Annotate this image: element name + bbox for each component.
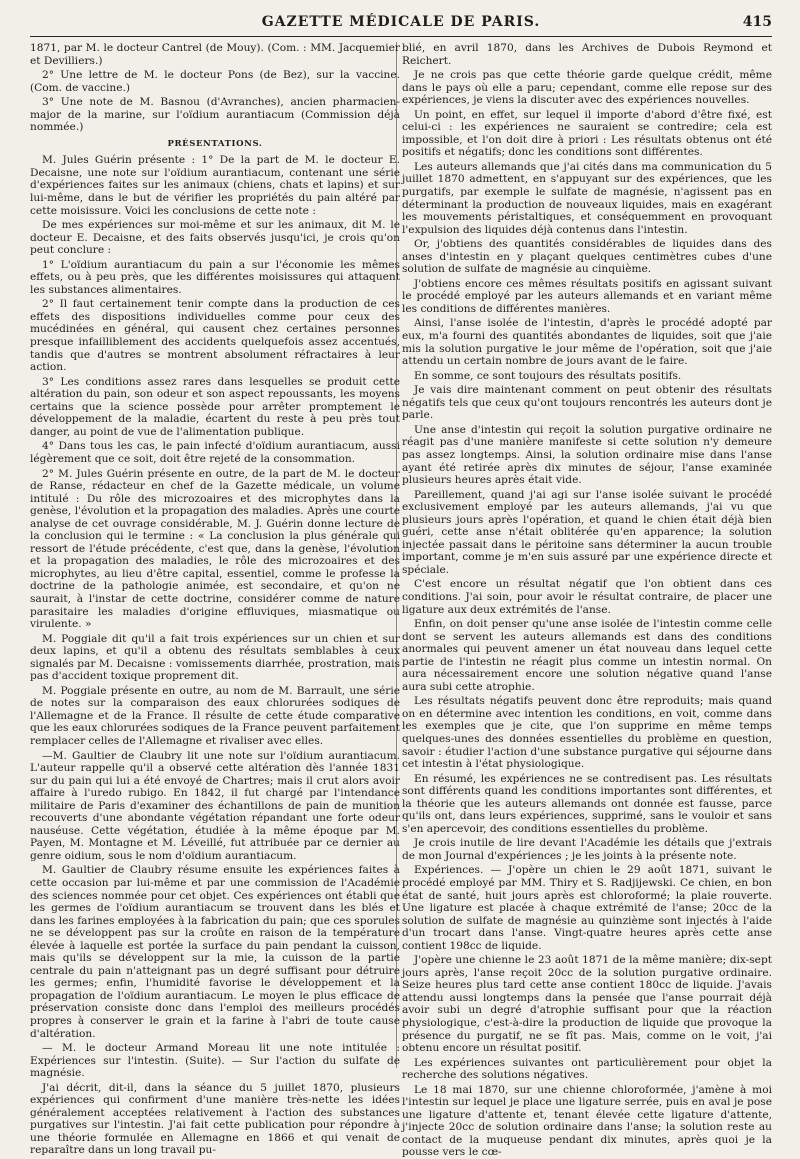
- paragraph: En somme, ce sont toujours des résultats positifs.: [414, 369, 682, 382]
- paragraph: Ainsi, l'anse isolée de l'intestin, d'après le procédé adopté par eux, m'a fourni des quantités abondantes de liquides, soit que j'aie mis la solution purgative le jour même de l'opération, soit que j'aie attendu un certain nombre de jours avant de le faire.: [402, 317, 772, 368]
- paragraph: Expériences. — J'opère un chien le 29 août 1871, suivant le procédé employé par MM. Thiry et S. Radjijewski. Ce chien, en bon état de santé, huit jours après est chloroformé; la plaie rouverte. Une ligature est placée à chaque extrémité de l'anse; 20cc de la solution de sulfate de magnésie au quinzième sont injectés à l'aide d'un trocart dans l'anse. Vingt-quatre heures après cette anse contient 198cc de liquide.: [402, 864, 772, 952]
- paragraph: M. Jules Guérin présente : 1° De la part de M. le docteur E. Decaisne, une note sur l'oïdium aurantiacum, contenant une série d'expériences faites sur les animaux (chiens, chats et lapins) et sur lui-même, dans le but de vérifier les propriétés du pain altéré par cette moisissure. Voici les conclusions de cette note :: [30, 154, 400, 217]
- paragraph: En résumé, les expériences ne se contredisent pas. Les résultats sont différents quand les conditions importantes sont différentes, et la théorie que les auteurs allemands ont donnée est fausse, parce qu'ils ont, dans leurs expériences, supprimé, sans le vouloir et sans s'en apercevoir, des conditions essentielles du problème.: [402, 772, 772, 835]
- paragraph: Je vais dire maintenant comment on peut obtenir des résultats négatifs tels que ceux qu'ont toujours rencontrés les auteurs dont je parle.: [402, 384, 772, 422]
- right-column: [402, 42, 772, 1159]
- paragraph: Le 18 mai 1870, sur une chienne chloroformée, j'amène à moi l'intestin sur lequel je place une ligature serrée, puis en aval je pose une ligature d'attente et, tenant élevée cette ligature d'attente, j'injecte 20cc de solution ordinaire dans l'anse; la solution reste au contact de la muqueuse pendant dix minutes, après quoi je la pousse vers le cœ-: [402, 1083, 772, 1159]
- paragraph: blié, en avril 1870, dans les Archives de Dubois Reymond et Reichert.: [402, 42, 772, 67]
- paragraph: Pareillement, quand j'ai agi sur l'anse isolée suivant le procédé exclusivement employé par les auteurs allemands, j'ai vu que plusieurs jours après l'opération, et quand le chien était déjà bien guéri, cette anse n'était oblitérée qu'en apparence; la solution injectée passait dans le péritoine sans déterminer la aucun trouble important, comme je m'en suis assuré par une expérience directe et spéciale.: [402, 488, 772, 576]
- paragraph: 2° M. Jules Guérin présente en outre, de la part de M. le docteur de Ranse, rédacteur en chef de la Gazette médicale, un volume intitulé : Du rôle des microzoaires et des microphytes dans la genèse, l'évolution et la propagation des maladies. Après une courte analyse de cet ouvrage considérable, M. J. Guérin donne lecture de la conclusion qui le termine : « La conclusion la plus générale qui ressort de l'étude précédente, c'est que, dans la genèse, l'évolution et la propagation des maladies, le rôle des microzoaires et des microphytes, au lieu d'être capital, essentiel, comme le professe la doctrine de la pathologie animée, est secondaire, et qu'on ne saurait, à l'instar de cette doctrine, considérer comme de nature parasitaire les maladies d'origine effluviques, miasmatique ou virulente. »: [30, 467, 400, 631]
- paragraph: 1871, par M. le docteur Cantrel (de Mouy). (Com. : MM. Jacquemier et Devilliers.): [30, 42, 400, 67]
- paragraph: Enfin, on doit penser qu'une anse isolée de l'intestin comme celle dont se servent les auteurs allemands est dans des conditions anormales qui peuvent amener un état nouveau dans lequel cette partie de l'intestin ne réagit plus comme un intestin normal. On aura nécessairement encore une solution négative quand l'anse aura subi cette atrophie.: [402, 618, 772, 693]
- paragraph: 1° L'oïdium aurantiacum du pain a sur l'économie les mêmes effets, ou à peu près, que les différentes moisissures qui attaquent les substances alimentaires.: [30, 258, 400, 296]
- paragraph: 3° Les conditions assez rares dans lesquelles se produit cette altération du pain, son odeur et son aspect repoussants, les moyens certains que la science possède pour arrêter promptement le développement de la maladie, écartent du reste à peu près tout danger, au point de vue de l'alimentation publique.: [30, 375, 400, 438]
- paragraph: Les expériences suivantes ont particulièrement pour objet la recherche des solutions négatives.: [402, 1056, 772, 1082]
- paragraph: Les auteurs allemands que j'ai cités dans ma communication du 5 juillet 1870 admettent, en s'appuyant sur des expériences, que les purgatifs, par exemple le sulfate de magnésie, n'agissent pas en déterminant la production de nouveaux liquides, mais en exagérant les mouvements péristaltiques, et conséquemment en provoquant l'expulsion des liquides déjà contenus dans l'intestin.: [402, 160, 772, 236]
- paragraph: 3° Une note de M. Basnou (d'Avranches), ancien pharmacien-major de la marine, sur l'oïdium aurantiacum (Commission déjà nommée.): [30, 96, 400, 134]
- paragraph: J'obtiens encore ces mêmes résultats positifs en agissant suivant le procédé employé par les auteurs allemands et en variant même les conditions de différentes manières.: [402, 277, 772, 315]
- paragraph: 2° Une lettre de M. le docteur Pons (de Bez), sur la vaccine. (Com. de vaccine.): [30, 69, 400, 94]
- paragraph: Un point, en effet, sur lequel il importe d'abord d'être fixé, est celui-ci : les expériences ne sauraient se contredire; cela est impossible, et l'on doit dire à priori : Les résultats obtenus ont été positifs et négatifs; donc les conditions sont différentes.: [402, 108, 772, 159]
- running-header: [30, 14, 772, 37]
- page-number: 415: [742, 14, 772, 30]
- section-heading: PRÉSENTATIONS.: [167, 138, 263, 149]
- paragraph: M. Gaultier de Claubry résume ensuite les expériences faites à cette occasion par lui-même et par une commission de l'Académie des sciences nommée pour cet objet. Ces expériences ont établi que les germes de l'oïdium aurantiacum se trouvent dans les blés et dans les farines employées à la fabrication du pain; que ces sporules ne se développent pas sur la croûte en raison de la température élevée à laquelle est portée la surface du pain pendant la cuisson, mais qu'ils se développent sur la mie, la cuisson de la partie centrale du pain n'atteignant pas un degré suffisant pour détruire les germes; enfin, l'humidité favorise le développement et la propagation de l'oïdium aurantiacum. Le moyen le plus efficace de préservation consiste donc dans l'emploi des meilleurs procédés propres à conserver le grain et la farine à l'abri de toute cause d'altération.: [30, 864, 400, 1040]
- paragraph: M. Poggiale présente en outre, au nom de M. Barrault, une série de notes sur la comparaison des eaux chlorurées sodiques de l'Allemagne et de la France. Il résulte de cette étude comparative que les eaux chlorurées sodiques de la France peuvent parfaitement remplacer celles de l'Allemagne et rivaliser avec elles.: [30, 684, 400, 747]
- paragraph: J'ai décrit, dit-il, dans la séance du 5 juillet 1870, plusieurs expériences qui confirment d'une manière très-nette les idées généralement acceptées relativement à l'action des substances purgatives sur l'intestin. J'ai fait cette publication pour répondre à une théorie formulée en Allemagne en 1866 et qui venait de reparaître dans un long travail pu-: [30, 1081, 400, 1157]
- paragraph: 2° Il faut certainement tenir compte dans la production de ces effets des dispositions individuelles comme pour ceux des mucédinées en général, qui causent chez certaines personnes presque infailliblement des accidents quelquefois assez accentués, tandis que d'autres se montrent absolument réfractaires à leur action.: [30, 298, 400, 374]
- paragraph: Je ne crois pas que cette théorie garde quelque crédit, même dans le pays où elle a paru; cependant, comme elle repose sur des expériences, je viens la discuter avec des expériences nouvelles.: [402, 69, 772, 107]
- paragraph: Une anse d'intestin qui reçoit la solution purgative ordinaire ne réagit pas d'une manière manifeste si cette solution n'y demeure pas assez longtemps. Ainsi, la solution ordinaire mise dans l'anse ayant été retirée après dix minutes de séjour, l'anse examinée plusieurs heures après était vide.: [402, 423, 772, 487]
- paragraph: J'opère une chienne le 23 août 1871 de la même manière; dix-sept jours après, l'anse reçoit 20cc de la solution purgative ordinaire. Seize heures plus tard cette anse contient 180cc de liquide. J'avais attendu aussi longtemps dans la pensée que l'anse pourrait déjà avoir subi un degré d'atrophie suffisant pour que la réaction physiologique, c'est-à-dire la production de liquide que provoque la présence du purgatif, ne se fît pas. Mais, comme on le voit, j'ai obtenu encore un résultat positif.: [402, 954, 772, 1055]
- paragraph: — M. le docteur Armand Moreau lit une note intitulée : Expériences sur l'intestin. (Suite). — Sur l'action du sulfate de magnésie.: [30, 1042, 400, 1080]
- left-column: [30, 42, 400, 1157]
- journal-title: GAZETTE MÉDICALE DE PARIS.: [261, 14, 541, 30]
- paragraph: —M. Gaultier de Claubry lit une note sur l'oïdium aurantiacum. L'auteur rappelle qu'il a observé cette altération dès l'année 1831 sur du pain qui lui a été envoyé de Chartres; mais il crut alors avoir affaire à l'uredo rubigo. En 1842, il fut chargé par l'intendance militaire de Paris d'examiner des échantillons de pain de munition recouverts d'une abondante végétation répandant une forte odeur nauséuse. Cette végétation, étudiée à la même époque par M. Payen, M. Montagne et M. Léveillé, fut attribuée par ce dernier au genre oidium, sous le nom d'oïdium aurantiacum.: [30, 749, 400, 862]
- paragraph: M. Poggiale dit qu'il a fait trois expériences sur un chien et sur deux lapins, et qu'il a obtenu des résultats semblables à ceux signalés par M. Decaisne : vomissements diarrhée, prostration, mais pas d'accident toxique proprement dit.: [30, 632, 400, 683]
- paragraph: De mes expériences sur moi-même et sur les animaux, dit M. le docteur E. Decaisne, et des faits observés jusqu'ici, je crois qu'on peut conclure :: [30, 219, 400, 257]
- paragraph: C'est encore un résultat négatif que l'on obtient dans ces conditions. J'ai soin, pour avoir le résultat contraire, de placer une ligature aux deux extrémités de l'anse.: [402, 578, 772, 616]
- paragraph: Or, j'obtiens des quantités considérables de liquides dans des anses d'intestin en y plaçant quelques centimètres cubes d'une solution de sulfate de magnésie au cinquième.: [402, 238, 772, 276]
- paragraph: 4° Dans tous les cas, le pain infecté d'oïdium aurantiacum, aussi légèrement que ce soit, doit être rejeté de la consommation.: [30, 440, 400, 465]
- paragraph: Les résultats négatifs peuvent donc être reproduits; mais quand on en détermine avec intention les conditions, en voit, comme dans les exemples que je cite, que l'on supprime en même temps quelques-unes des données essentielles du problème en question, savoir : étudier l'action d'une substance purgative qui séjourne dans cet intestin à l'état physiologique.: [402, 695, 772, 771]
- paragraph: Je crois inutile de lire devant l'Académie les détails que j'extrais de mon Journal d'expériences ; je les joints à la présente note.: [402, 837, 772, 862]
